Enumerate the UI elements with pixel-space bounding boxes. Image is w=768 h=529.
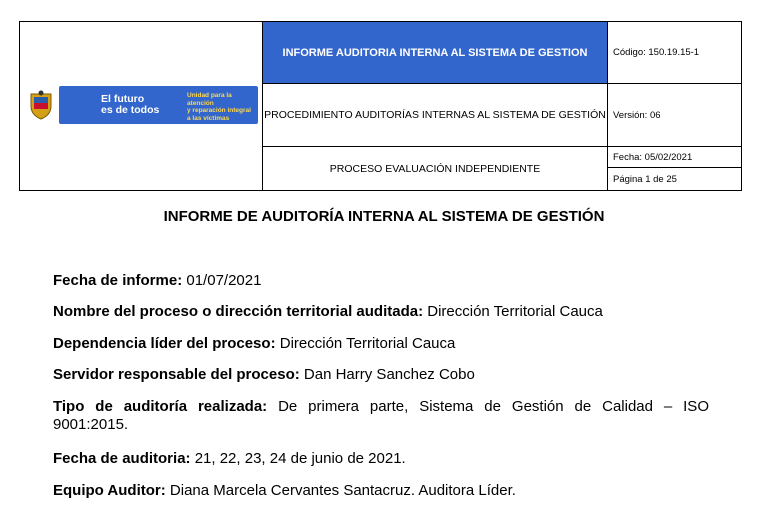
logo-cell [20, 22, 263, 190]
field-value: Dirección Territorial Cauca [423, 303, 603, 320]
document-version: Versión: 06 [608, 84, 741, 147]
field-value: Dirección Territorial Cauca [275, 335, 456, 352]
field-label: Dependencia líder del proceso: [53, 335, 276, 352]
field-value: De primera parte, Sistema de Gestión de Calidad – ISO [267, 398, 709, 415]
field-label: Equipo Auditor: [53, 482, 166, 499]
field-label: Nombre del proceso o dirección territorial auditada: [53, 303, 424, 320]
logo-unit-line-1: Unidad para la atención [187, 92, 232, 107]
field-value: Diana Marcela Cervantes Santacruz. Auditora Líder. [165, 482, 516, 499]
logo-slogan-line-1: El futuro [101, 93, 145, 105]
field-value: Dan Harry Sanchez Cobo [299, 366, 475, 383]
institution-logo [24, 86, 258, 124]
field-value: 01/07/2021 [182, 272, 262, 289]
field-responsible-officer [53, 366, 709, 384]
document-date: Fecha: 05/02/2021 [608, 147, 741, 168]
field-label: Fecha de auditoria: [53, 450, 191, 467]
logo-blue-band [59, 86, 258, 124]
procedure-name: PROCEDIMIENTO AUDITORÍAS INTERNAS AL SISTEMA DE GESTIÓN [263, 84, 608, 147]
field-label: Tipo de auditoría realizada: [53, 398, 268, 415]
process-name: PROCESO EVALUACIÓN INDEPENDIENTE [263, 147, 608, 190]
logo-slogan [101, 94, 159, 116]
document-title: INFORME DE AUDITORÍA INTERNA AL SISTEMA DE GESTIÓN [163, 208, 605, 225]
field-label: Servidor responsable del proceso: [53, 366, 300, 383]
field-audit-type [53, 398, 709, 434]
document-header-table [19, 21, 742, 191]
field-audit-date [53, 450, 709, 468]
field-lead-unit [53, 335, 709, 353]
coat-of-arms-icon [28, 90, 54, 120]
field-value-continued: 9001:2015. [53, 416, 129, 433]
logo-unit-line-3: a las víctimas [187, 114, 230, 122]
field-process-name [53, 303, 709, 321]
field-report-date [53, 272, 709, 290]
field-value: 21, 22, 23, 24 de junio de 2021. [190, 450, 406, 467]
field-audit-team [53, 482, 709, 500]
field-audit-type-line-1 [53, 398, 709, 416]
field-label: Fecha de informe: [53, 272, 183, 289]
header-title: INFORME AUDITORIA INTERNA AL SISTEMA DE GESTION [263, 22, 608, 84]
logo-unit-line-2: y reparación integral [187, 107, 251, 114]
logo-unit-name [187, 92, 258, 122]
document-code: Código: 150.19.15-1 [608, 22, 741, 84]
logo-slogan-line-2: es de todos [101, 104, 160, 116]
page-number: Página 1 de 25 [613, 173, 677, 185]
